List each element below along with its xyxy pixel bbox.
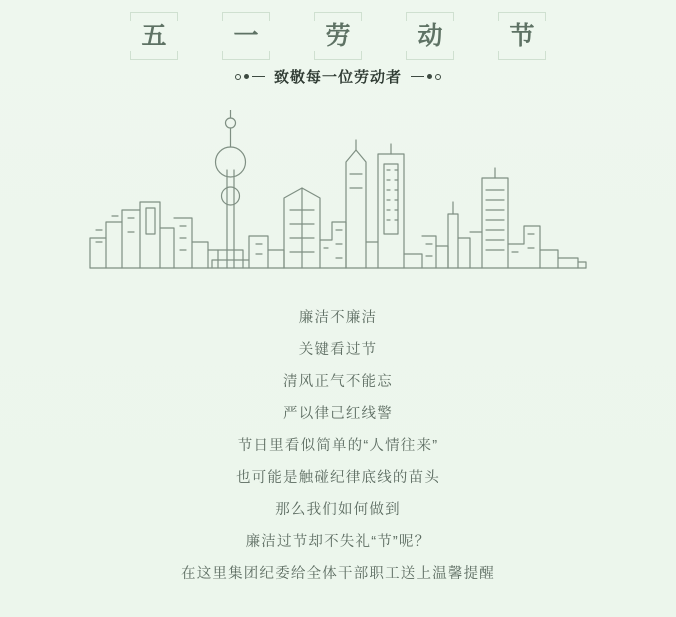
city-skyline-icon — [88, 110, 588, 285]
dot-icon — [244, 74, 249, 79]
title-char-2 — [222, 12, 270, 60]
poem-line: 那么我们如何做到 — [275, 502, 401, 518]
subtitle-text: 致敬每一位劳动者 — [273, 69, 402, 86]
circle-icon — [435, 74, 441, 80]
city-skyline-illustration — [0, 110, 676, 285]
poem-line: 在这里集团纪委给全体干部职工送上温馨提醒 — [181, 566, 495, 582]
title-char-1 — [130, 12, 178, 60]
poem-line: 清风正气不能忘 — [283, 374, 393, 390]
line-icon — [252, 76, 265, 77]
dot-icon — [427, 74, 432, 79]
title-char-3 — [314, 12, 362, 60]
title-char-text: 劳 — [325, 21, 351, 50]
line-icon — [411, 76, 424, 77]
title-char-5 — [498, 12, 546, 60]
poem-line: 廉洁不廉洁 — [298, 310, 378, 326]
title-char-4 — [406, 12, 454, 60]
poem-line: 严以律己红线警 — [283, 406, 393, 422]
title-char-text: 一 — [233, 21, 259, 50]
title-char-text: 五 — [141, 21, 167, 50]
poem-line: 廉洁过节却不失礼“节”呢？ — [245, 534, 431, 550]
title-char-text: 节 — [509, 21, 535, 50]
decoration-right — [411, 74, 441, 80]
poem-block — [0, 302, 676, 590]
poster-subtitle-row — [0, 66, 676, 87]
poem-line: 关键看过节 — [298, 342, 378, 358]
title-char-text: 动 — [417, 21, 443, 50]
poem-line: 也可能是触碰纪律底线的苗头 — [235, 470, 441, 486]
poster-title — [0, 8, 676, 64]
decoration-left — [235, 74, 265, 80]
circle-icon — [235, 74, 241, 80]
poem-line: 节日里看似简单的“人情往来” — [237, 438, 439, 454]
